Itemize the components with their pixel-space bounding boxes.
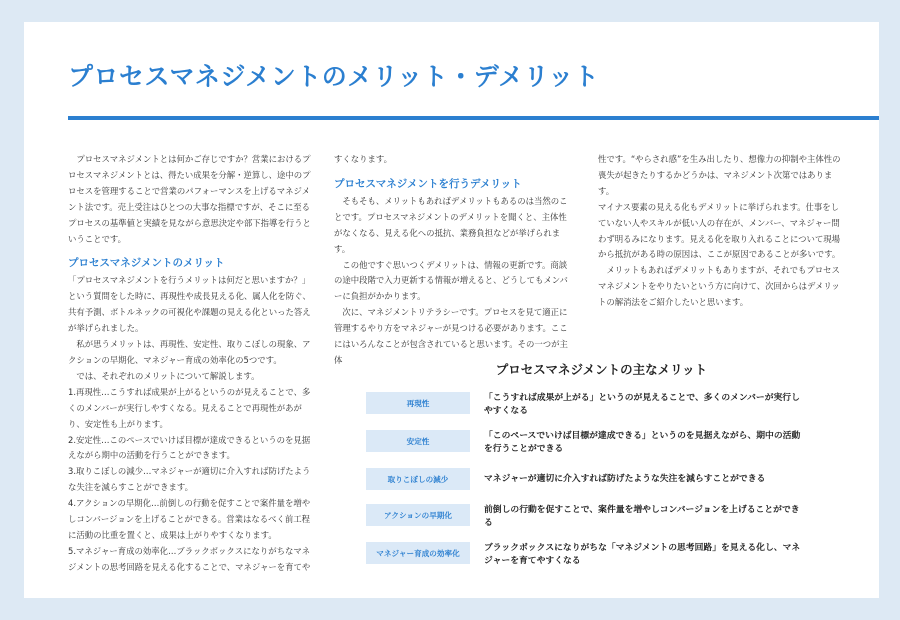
merit-label: 安定性 [366, 430, 470, 452]
page-title: プロセスマネジメントのメリット・デメリット [68, 62, 600, 91]
paragraph: 1.再現性…こうすれば成果が上がるというのが見えることで、多くのメンバーが実行しやすくなる。見えることで再現性があがり、安定性も上がります。 [68, 386, 311, 429]
paragraph: 「プロセスマネジメントを行うメリットは何だと思いますか？」という質問をした時に、再現性や成長見える化、属人化を防ぐ、共有予測、ボトルネックの可視化や課題の見える化といった答えが挙げられました。 [68, 275, 311, 334]
merit-description: 前倒しの行動を促すことで、案件量を増やしコンバージョンを上げることができる [484, 505, 800, 528]
paragraph: 5.マネジャー育成の効率化…ブラックボックスになりがちなマネジメントの思考回路を見える化することで、マネジャーを育てや [68, 545, 311, 572]
paragraph: 次に、マネジメントリテラシーです。プロセスを見て適正に管理するやり方をマネジャーが見つける必要があります。ここにはいろんなことが包含されていると思います。その一つが主体 [334, 307, 568, 365]
merit-description: 「こうすれば成果が上がる」というのが見えることで、多くのメンバーが実行しやすくなる [484, 393, 800, 416]
column-3 [598, 152, 843, 311]
column-2 [334, 152, 574, 369]
merit-heading: プロセスマネジメントのメリット [68, 257, 225, 270]
intro-paragraph: プロセスマネジメントとは何かご存じですか？営業におけるプロセスマネジメントとは、得たい成果を分解・逆算し、途中のプロセスを管理することで営業のパフォーマンスを上げるマネジメント法です。売上受注はひとつの大事な指標ですが、そこに至るプロセスの基準値と実績を見ながら意思決定や部下指導を行うということです。 [68, 154, 311, 244]
paragraph: この他ですぐ思いつくデメリットは、情報の更新です。商談の途中段階で入力更新する情報が増えると、どうしてもメンバーに負担がかかります。 [334, 259, 568, 302]
paragraph: すくなります。 [334, 154, 392, 164]
merit-label: 再現性 [366, 392, 470, 414]
merit-summary-title: プロセスマネジメントの主なメリット [495, 362, 708, 377]
merit-description: マネジャーが適切に介入すれば防げたような失注を減らすことができる [484, 474, 766, 484]
demerit-heading: プロセスマネジメントを行うデメリット [334, 177, 522, 190]
paragraph: 2.安定性…このペースでいけば目標が達成できるというのを見据えながら期中の活動を行うことができます。 [68, 434, 311, 461]
paragraph: 4.アクションの早期化…前倒しの行動を促すことで案件量を増やしコンバージョンを上げることができる。営業はなるべく前工程に活動の比重を置くと、成果は上がりやすくなります。 [68, 498, 311, 540]
merit-label: 取りこぼしの減少 [366, 468, 470, 490]
article-page [24, 22, 879, 598]
title-divider [68, 116, 879, 120]
paragraph: メリットもあればデメリットもありますが、それでもプロセスマネジメントをやりたいという方に向けて、次回からはデメリットの解消法をご紹介したいと思います。 [598, 265, 840, 308]
paragraph: 3.取りこぼしの減少…マネジャーが適切に介入すれば防げたような失注を減らすことができます。 [68, 466, 311, 493]
paragraph: マイナス要素の見える化もデメリットに挙げられます。仕事をしていない人やスキルが低い人の存在が、メンバー、マネジャー問わず明るみになります。見える化を取り入れることについて現場から抵抗がある時の原因は、ここが原因であることが多いです。 [598, 201, 841, 260]
paragraph: では、それぞれのメリットについて解説します。 [68, 370, 260, 381]
merit-description: 「このペースでいけば目標が達成できる」というのを見据えながら、期中の活動を行うことができる [484, 431, 801, 454]
paragraph: 私が思うメリットは、再現性、安定性、取りこぼしの現象、アクションの早期化、マネジャー育成の効率化の5つです。 [68, 339, 311, 365]
merit-label: アクションの早期化 [366, 504, 470, 526]
column-1 [68, 152, 311, 576]
paragraph: そもそも、メリットもあればデメリットもあるのは当然のことです。プロセスマネジメントのデメリットを聞くと、主体性がなくなる、見える化への抵抗、業務負担などが挙げられます。 [334, 195, 568, 254]
paragraph: 性です。“やらされ感”を生み出したり、想像力の抑制や主体性の喪失が起きたりするかどうかは、マネジメント次第ではあります。 [598, 154, 841, 196]
merit-description: ブラックボックスになりがちな「マネジメントの思考回路」を見える化し、マネジャーを育てやすくなる [484, 543, 801, 566]
merit-label: マネジャー育成の効率化 [366, 542, 470, 564]
